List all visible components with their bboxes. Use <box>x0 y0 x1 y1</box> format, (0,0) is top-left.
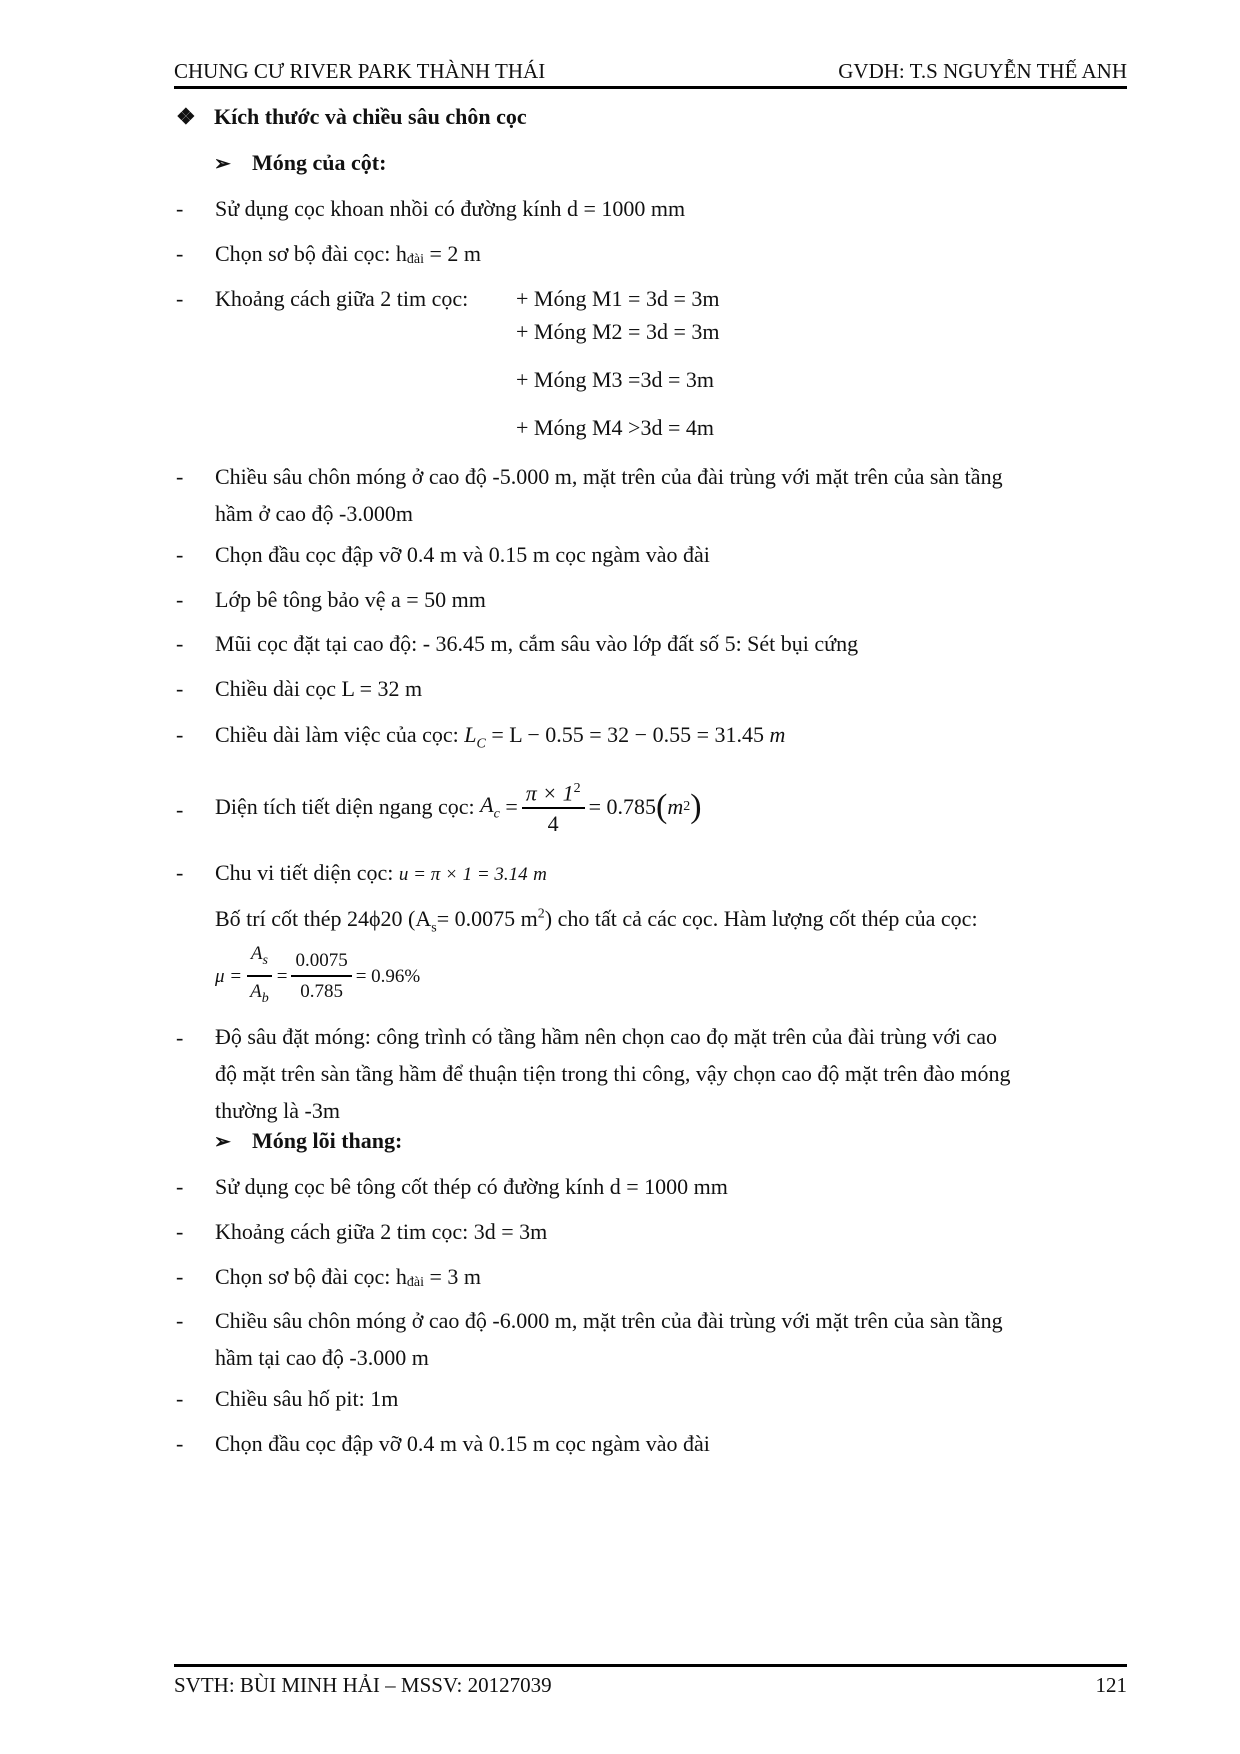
header-project-title: CHUNG CƯ RIVER PARK THÀNH THÁI <box>174 59 546 83</box>
subsection-heading-column-foundation <box>214 150 386 176</box>
dash-bullet: - <box>176 587 184 612</box>
spacing-m3: + Móng M3 =3d = 3m <box>516 367 714 392</box>
page-number: 121 <box>1095 1673 1127 1697</box>
spacing-m2: + Móng M2 = 3d = 3m <box>516 319 720 344</box>
dash-bullet: - <box>176 1174 184 1199</box>
dash-bullet: - <box>176 722 184 747</box>
dash-bullet: - <box>176 241 184 266</box>
dash-bullet: - <box>176 1308 184 1333</box>
subsection-title: Móng lõi thang: <box>252 1128 403 1153</box>
reinforcement-paragraph: Bố trí cốt thép 24ϕ20 ($A_s= 0.0075$ $m^2$) cho tất cả các cọc. Hàm lượng cốt thép của cọc: <box>215 906 978 936</box>
subsection-title: Móng của cột: <box>252 150 387 175</box>
dash-bullet: - <box>176 542 184 567</box>
footer-student-info: SVTH: BÙI MINH HẢI – MSSV: 20127039 <box>174 1673 552 1697</box>
dash-bullet: - <box>176 797 184 822</box>
arrow-bullet-icon: ➢ <box>214 152 231 175</box>
dash-bullet: - <box>176 464 184 489</box>
dash-bullet: - <box>176 1431 184 1456</box>
arrow-bullet-icon: ➢ <box>214 1130 231 1153</box>
reinforcement-ratio-formula: μ = $\frac{A_s}{A_b}$ = $\frac{0.0075}{0.785}$ = 0.96% <box>215 940 1127 1014</box>
dash-bullet: - <box>176 286 184 311</box>
formula-working-length: $L_C$ <box>464 722 486 752</box>
dash-bullet: - <box>176 631 184 656</box>
section-heading <box>176 104 527 130</box>
section-title: Kích thước và chiều sâu chôn cọc <box>214 104 527 129</box>
dash-bullet: - <box>176 196 184 221</box>
spacing-m4: + Móng M4 >3d = 4m <box>516 415 714 440</box>
diamond-bullet-icon: ❖ <box>176 104 196 129</box>
dash-bullet: - <box>176 676 184 701</box>
spacing-m1: + Móng M1 = 3d = 3m <box>516 286 720 311</box>
dash-bullet: - <box>176 1025 184 1050</box>
dash-bullet: - <box>176 860 184 885</box>
dash-bullet: - <box>176 1386 184 1411</box>
subsection-heading-core-foundation <box>214 1128 402 1154</box>
fraction-area: $\frac{\pi \times 1^2}{4}$ <box>522 775 585 839</box>
dash-bullet: - <box>176 1219 184 1244</box>
page-header <box>174 56 1127 89</box>
page-footer <box>174 1664 1127 1698</box>
header-advisor: GVDH: T.S NGUYỄN THẾ ANH <box>838 59 1127 83</box>
dash-bullet: - <box>176 1264 184 1289</box>
